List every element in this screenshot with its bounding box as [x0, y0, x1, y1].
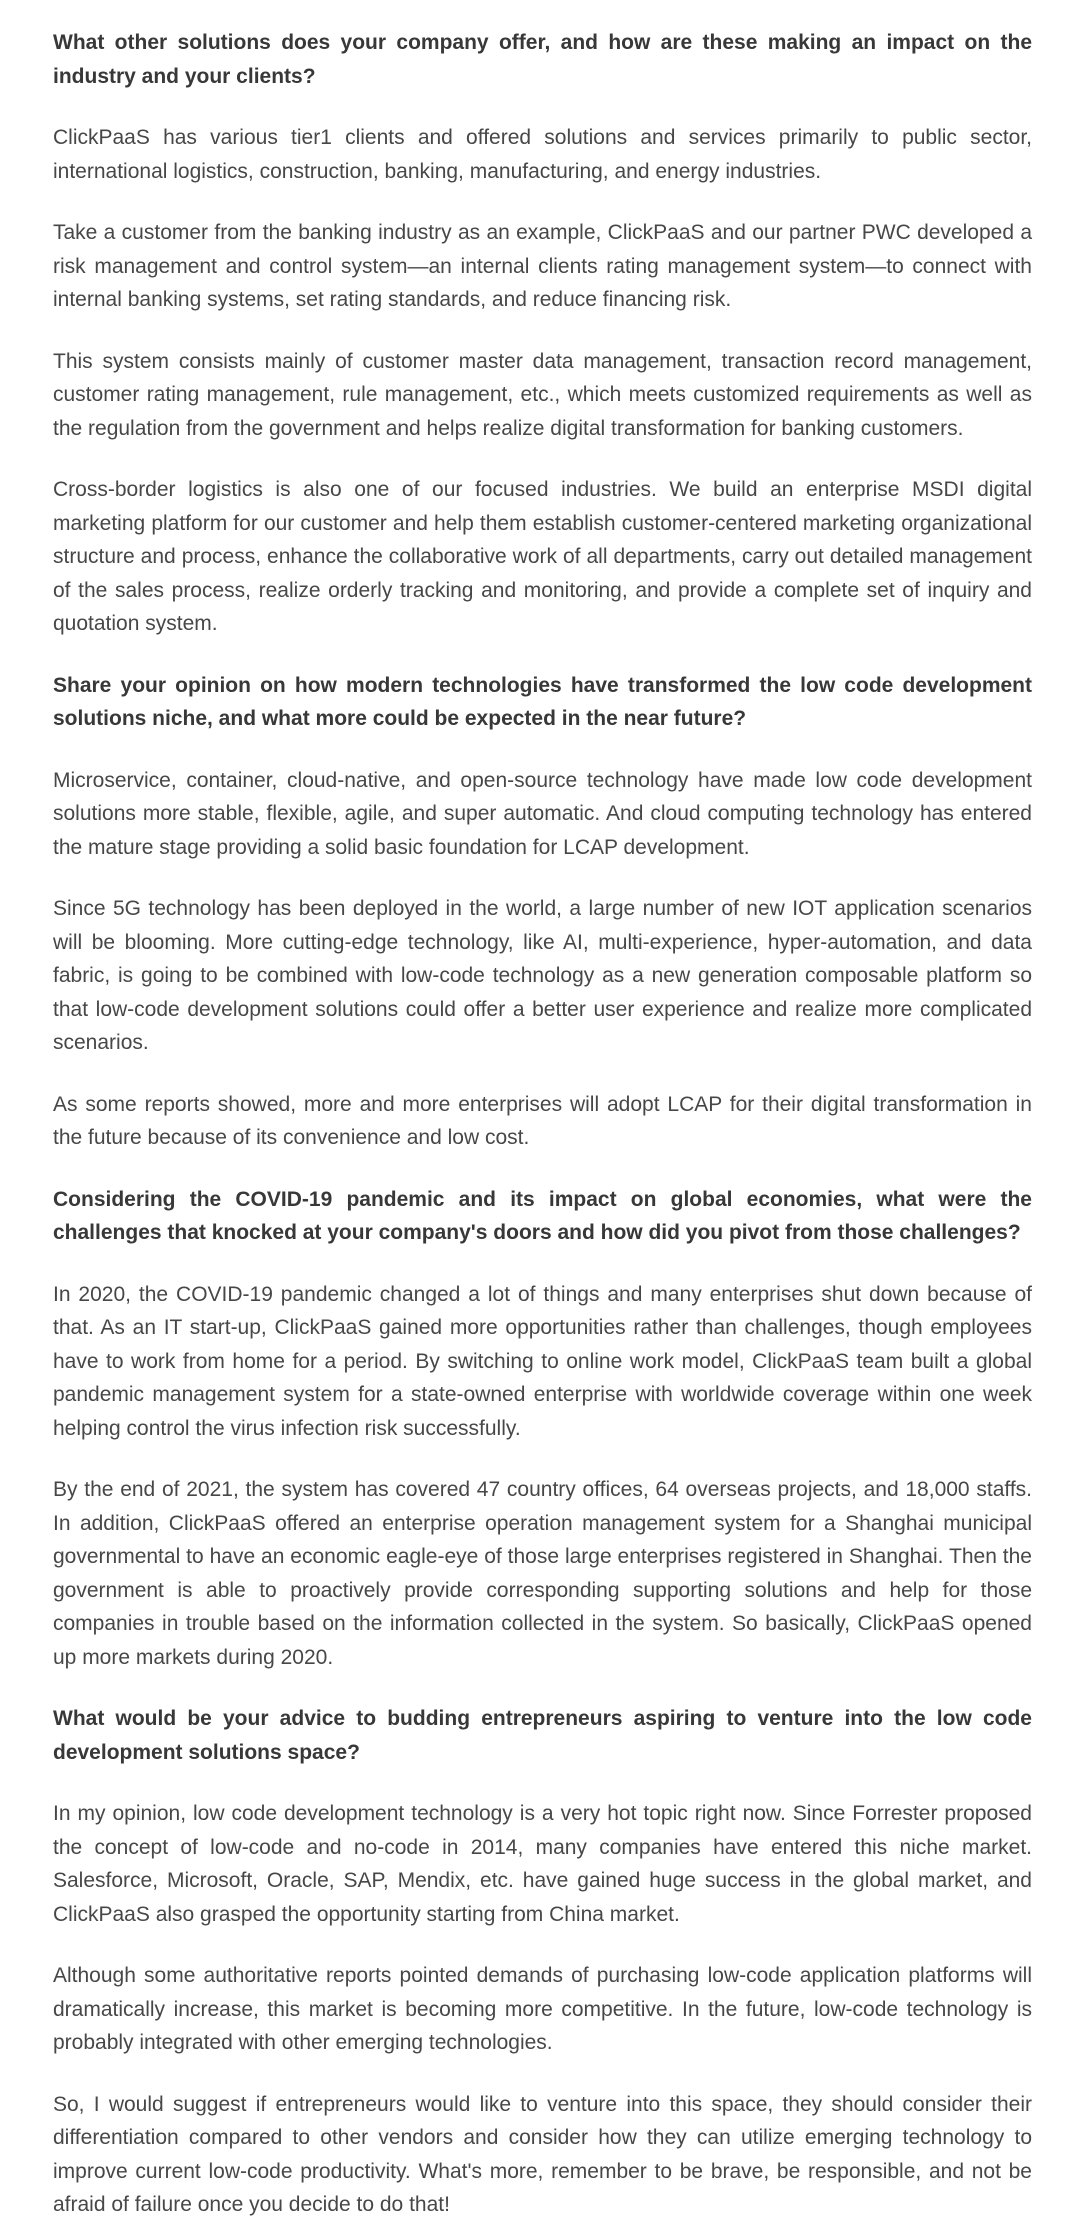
answer-paragraph: As some reports showed, more and more enterprises will adopt LCAP for their digital transformation in the future because of its convenience and low cost. — [53, 1092, 1032, 1149]
question-heading: Considering the COVID-19 pandemic and its impact on global economies, what were the challenges that knocked at your company's doors and how did you pivot from those challenges? — [53, 1187, 1032, 1244]
question-heading: Share your opinion on how modern technologies have transformed the low code development solutions niche, and what more could be expected in the near future? — [53, 673, 1032, 730]
answer-paragraph: In 2020, the COVID-19 pandemic changed a lot of things and many enterprises shut down because of that. As an IT start-up, ClickPaaS gained more opportunities rather than challenges, though employees have to work from home for a period. By switching to online work model, ClickPaaS team built a global pandemic management system for a state-owned enterprise with worldwide coverage within one week helping control the virus infection risk successfully. — [53, 1282, 1032, 1440]
answer-paragraph: ClickPaaS has various tier1 clients and offered solutions and services primarily to public sector, international logistics, construction, banking, manufacturing, and energy industries. — [53, 126, 1032, 183]
question-heading: What would be your advice to budding entrepreneurs aspiring to venture into the low code development solutions space? — [53, 1707, 1032, 1764]
answer-paragraph: By the end of 2021, the system has covered 47 country offices, 64 overseas projects, and 18,000 staffs. In addition, ClickPaaS offered an enterprise operation management system for a Shanghai municipal governmental to have an economic eagle-eye of those large enterprises registered in Shanghai. Then the government is able to proactively provide corresponding supporting solutions and help for those companies in trouble based on the information collected in the system. So basically, ClickPaaS opened up more markets during 2020. — [53, 1478, 1032, 1669]
answer-paragraph: Although some authoritative reports pointed demands of purchasing low-code application platforms will dramatically increase, this market is becoming more competitive. In the future, low-code technology is probably integrated with other emerging technologies. — [53, 1964, 1032, 2054]
answer-paragraph: Take a customer from the banking industry as an example, ClickPaaS and our partner PWC developed a risk management and control system—an internal clients rating management system—to connect with internal banking systems, set rating standards, and reduce financing risk. — [53, 221, 1032, 311]
answer-paragraph: So, I would suggest if entrepreneurs would like to venture into this space, they should consider their differentiation compared to other vendors and consider how they can utilize emerging technology to improve current low-code productivity. What's more, remember to be brave, be responsible, and not be afraid of failure once you decide to do that! — [53, 2092, 1032, 2216]
answer-paragraph: Cross-border logistics is also one of our focused industries. We build an enterprise MSDI digital marketing platform for our customer and help them establish customer-centered marketing organizational structure and process, enhance the collaborative work of all departments, carry out detailed management of the sales process, realize orderly tracking and monitoring, and provide a complete set of inquiry and quotation system. — [53, 478, 1032, 635]
answer-paragraph: Microservice, container, cloud-native, and open-source technology have made low code development solutions more stable, flexible, agile, and super automatic. And cloud computing technology has entered the mature stage providing a solid basic foundation for LCAP development. — [53, 768, 1032, 859]
answer-paragraph: Since 5G technology has been deployed in the world, a large number of new IOT application scenarios will be blooming. More cutting-edge technology, like AI, multi-experience, hyper-automation, and data fabric, is going to be combined with low-code technology as a new generation composable platform so that low-code development solutions could offer a better user experience and realize more complicated scenarios. — [53, 897, 1032, 1054]
answer-paragraph: In my opinion, low code development technology is a very hot topic right now. Since Forrester proposed the concept of low-code and no-code in 2014, many companies have entered this niche market. Salesforce, Microsoft, Oracle, SAP, Mendix, etc. have gained huge success in the global market, and ClickPaaS also grasped the opportunity starting from China market. — [53, 1802, 1032, 1926]
question-heading: What other solutions does your company offer, and how are these making an impact on the industry and your clients? — [53, 31, 1032, 88]
answer-paragraph: This system consists mainly of customer master data management, transaction record management, customer rating management, rule management, etc., which meets customized requirements as well as the regulation from the government and helps realize digital transformation for banking customers. — [53, 349, 1032, 440]
